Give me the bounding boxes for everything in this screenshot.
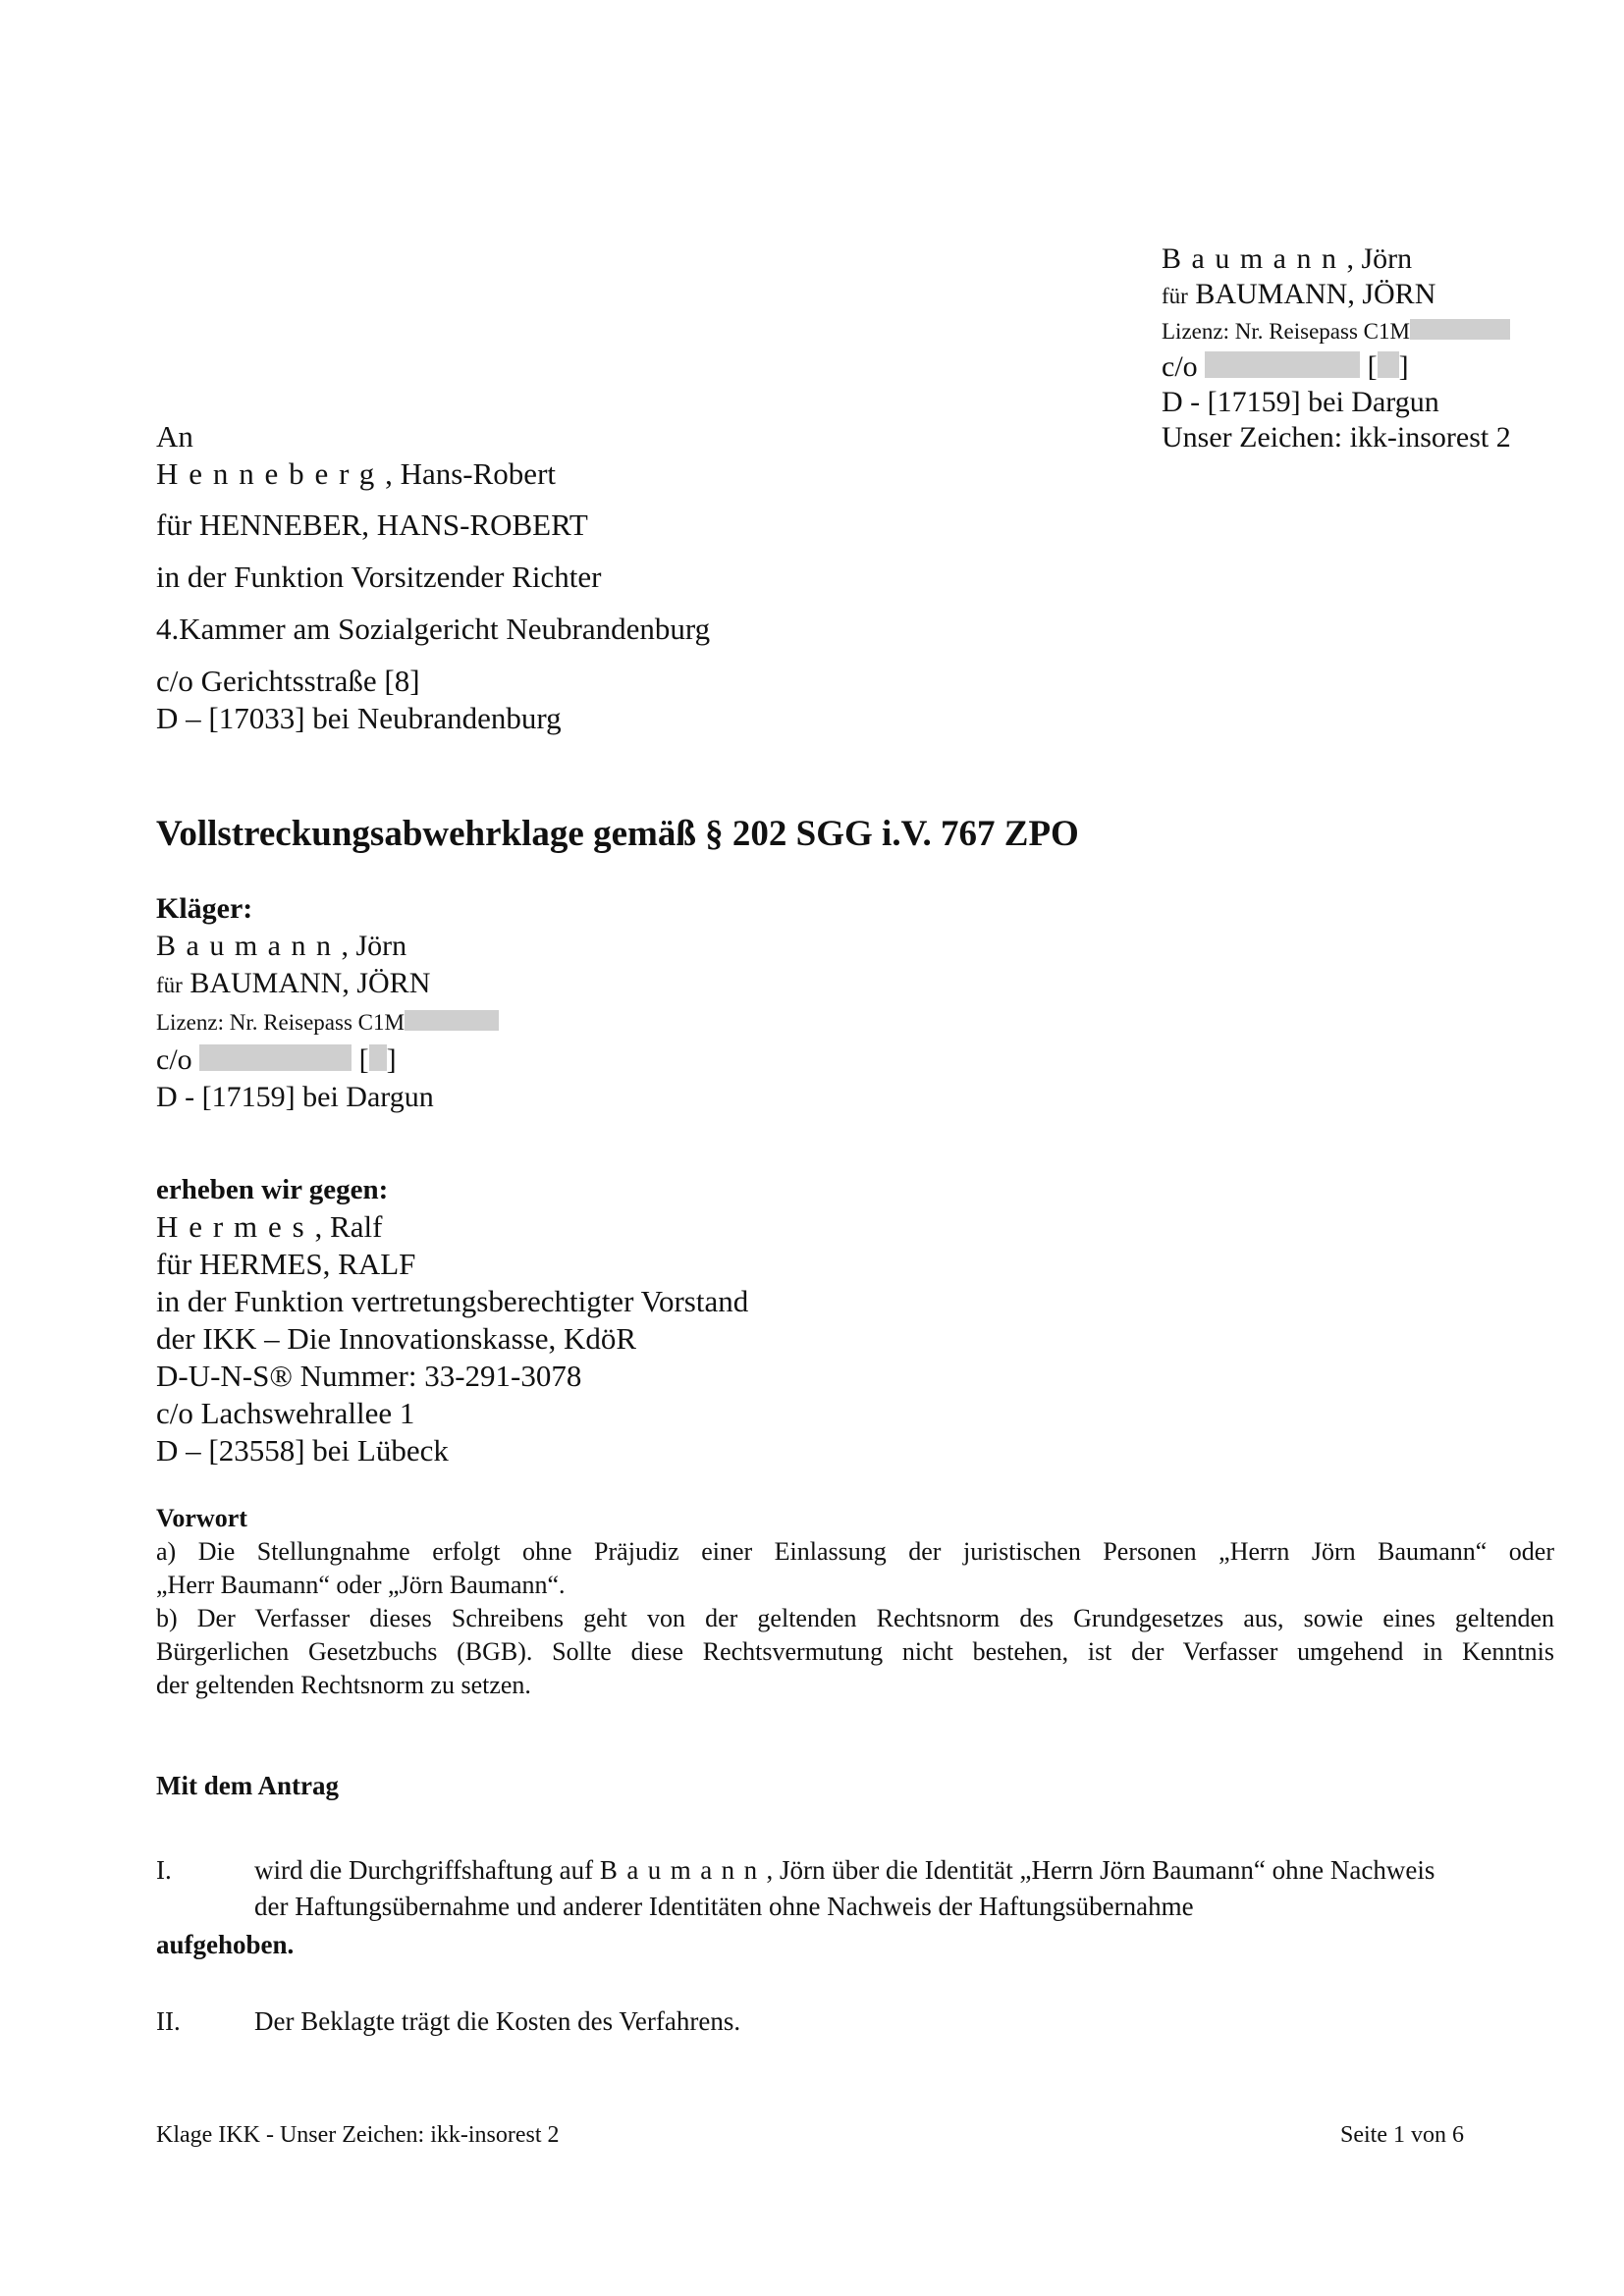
defendant-city: D – [23558] bei Lübeck	[156, 1433, 449, 1468]
recipient-court: 4.Kammer am Sozialgericht Neubrandenburg	[156, 612, 711, 646]
redaction-box	[405, 1010, 499, 1031]
preface-heading: Vorwort	[156, 1504, 247, 1532]
sender-co: c/o [ ]	[1162, 350, 1409, 383]
sender-block	[1162, 241, 1511, 455]
recipient-fuer: für HENNEBER, HANS-ROBERT	[156, 507, 588, 542]
preface-a-line: „Herr Baumann“ oder „Jörn Baumann“.	[156, 1571, 566, 1599]
plaintiff-fuer: für BAUMANN, JÖRN	[156, 967, 431, 999]
redaction-box	[1378, 351, 1399, 378]
item-text: aufgehoben.	[156, 1930, 295, 1959]
recipient-street: c/o Gerichtsstraße [8]	[156, 664, 420, 698]
item-text: wird die Durchgriffshaftung auf Baumann, Jörn über die Identität „Herrn Jörn Baumann“ ohne Nachweis	[254, 1855, 1435, 1885]
plaintiff-co: c/o [ ]	[156, 1043, 397, 1076]
plaintiff-block	[156, 890, 499, 1116]
recipient-function: in der Funktion Vorsitzender Richter	[156, 560, 602, 594]
antrag-heading: Mit dem Antrag	[156, 1771, 339, 1800]
defendant-street: c/o Lachswehrallee 1	[156, 1396, 415, 1430]
preface-b-line: Bürgerlichen Gesetzbuchs (BGB). Sollte diese Rechtsvermutung nicht bestehen, ist der Verfasser umgehend in Kenntnis	[156, 1637, 1554, 1666]
plaintiff-heading: Kläger:	[156, 892, 253, 925]
item-text: der Haftungsübernahme und anderer Identitäten ohne Nachweis der Haftungsübernahme	[254, 1892, 1194, 1921]
defendant-block	[156, 1171, 748, 1469]
item-text: Der Beklagte trägt die Kosten des Verfahrens.	[254, 2006, 741, 2036]
footer-page-number: Seite 1 von 6	[1340, 2122, 1464, 2148]
sender-city: D - [17159] bei Dargun	[1162, 386, 1439, 418]
plaintiff-city: D - [17159] bei Dargun	[156, 1081, 434, 1113]
plaintiff-name: Baumann, Jörn	[156, 930, 407, 962]
preface-b-line: der geltenden Rechtsnorm zu setzen.	[156, 1671, 531, 1699]
defendant-fuer: für HERMES, RALF	[156, 1247, 416, 1281]
sender-reference: Unser Zeichen: ikk-insorest 2	[1162, 421, 1511, 454]
footer-reference: Klage IKK - Unser Zeichen: ikk-insorest 2	[156, 2122, 560, 2148]
defendant-name: Hermes, Ralf	[156, 1209, 383, 1244]
preface-a-line: a) Die Stellungnahme erfolgt ohne Präjudiz einer Einlassung der juristischen Personen „Herrn Jörn Baumann“ oder	[156, 1537, 1554, 1566]
defendant-org: der IKK – Die Innovationskasse, KdöR	[156, 1321, 637, 1356]
defendant-function: in der Funktion vertretungsberechtigter Vorstand	[156, 1284, 749, 1318]
plaintiff-lizenz: Lizenz: Nr. Reisepass C1M	[156, 1004, 499, 1041]
sender-name: Baumann, Jörn	[1162, 242, 1413, 275]
defendant-heading: erheben wir gegen:	[156, 1174, 389, 1205]
item-number: I.	[156, 1855, 172, 1885]
recipient-city: D – [17033] bei Neubrandenburg	[156, 701, 562, 735]
redaction-box	[1410, 319, 1510, 340]
recipient-an: An	[156, 419, 193, 454]
recipient-name: Henneberg, Hans-Robert	[156, 456, 556, 491]
sender-lizenz: Lizenz: Nr. Reisepass C1M	[1162, 314, 1511, 349]
item-number: II.	[156, 2006, 181, 2036]
redaction-box	[1205, 351, 1360, 378]
redaction-box	[199, 1044, 352, 1071]
redaction-box	[369, 1044, 387, 1071]
defendant-duns: D-U-N-S® Nummer: 33-291-3078	[156, 1359, 582, 1393]
preface-section	[156, 1502, 1554, 1702]
sender-fuer: für BAUMANN, JÖRN	[1162, 278, 1436, 310]
preface-b-line: b) Der Verfasser dieses Schreibens geht von der geltenden Rechtsnorm des Grundgesetzes aus, sowie eines geltenden	[156, 1604, 1554, 1632]
document-title: Vollstreckungsabwehrklage gemäß § 202 SGG i.V. 767 ZPO	[156, 814, 1079, 854]
